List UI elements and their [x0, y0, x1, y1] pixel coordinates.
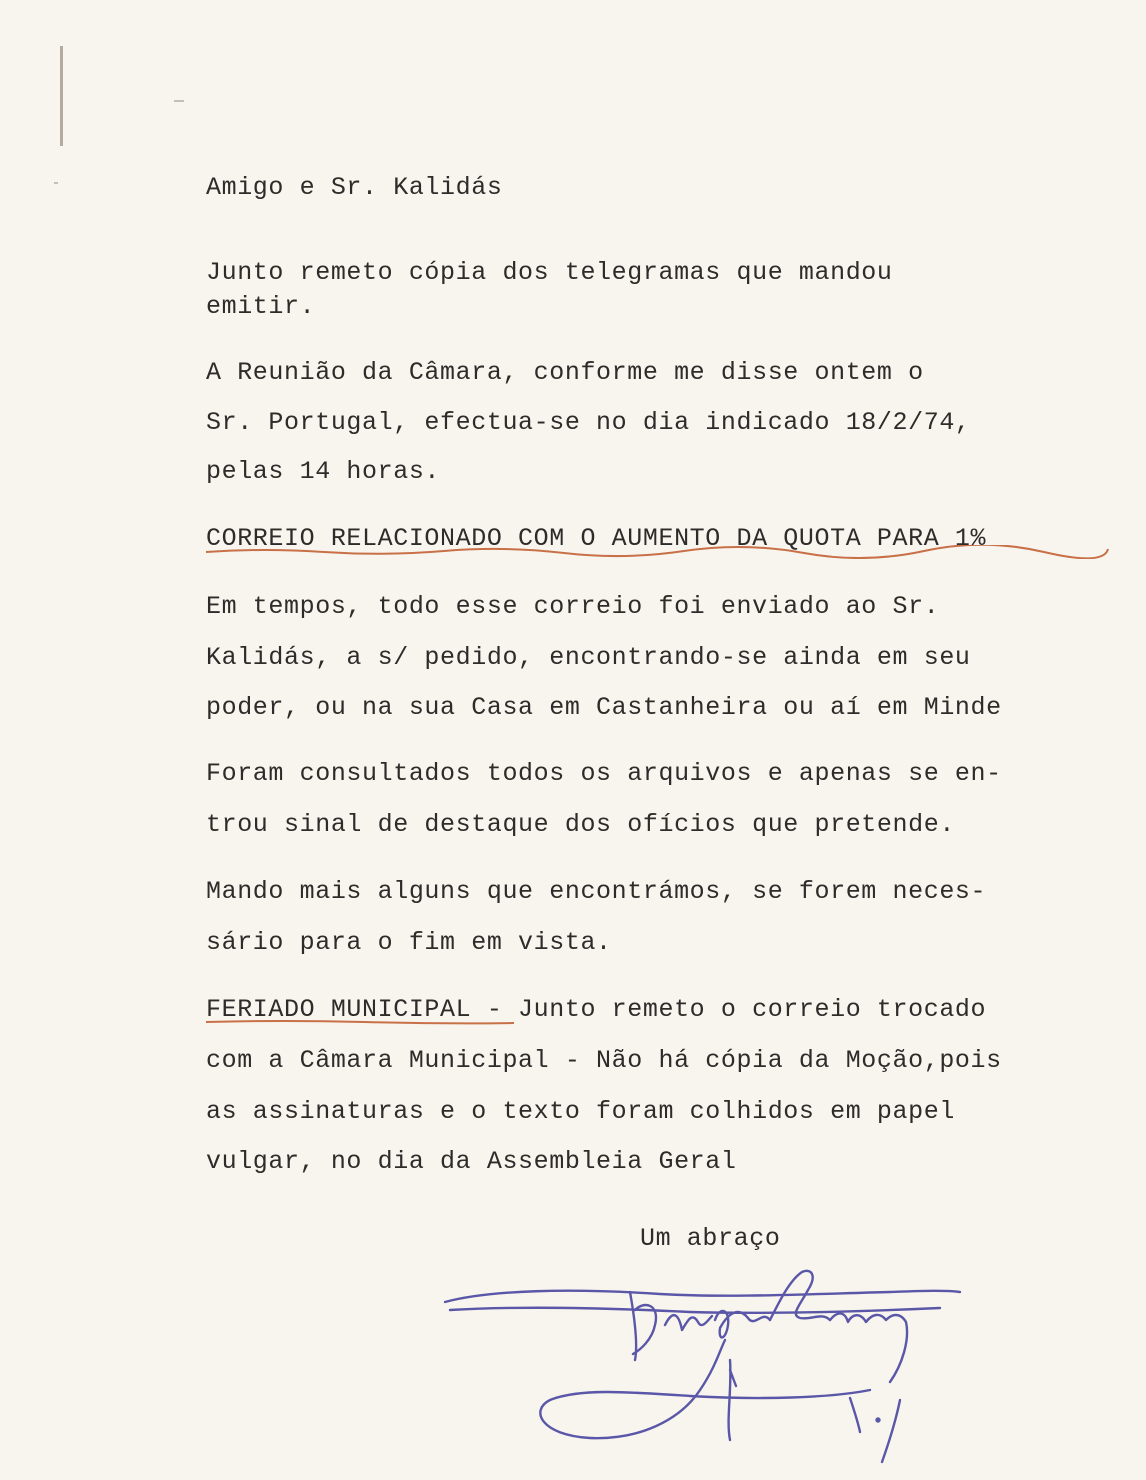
paragraph-2-line-2: Sr. Portugal, efectua-se no dia indicado 18/2/74, [206, 408, 971, 437]
paragraph-5-line-2: sário para o fim em vista. [206, 928, 612, 957]
feriado-line-1-rest: - Junto remeto o correio trocado [471, 995, 987, 1024]
paragraph-1-line-2: emitir. [206, 292, 316, 321]
paragraph-1-line-1: Junto remeto cópia dos telegramas que mandou [206, 258, 893, 287]
paragraph-3-line-1: Em tempos, todo esse correio foi enviado ao Sr. [206, 592, 940, 621]
margin-mark [54, 182, 58, 184]
feriado-line-2: com a Câmara Municipal - Não há cópia da Moção,pois [206, 1046, 1002, 1075]
salutation: Amigo e Sr. Kalidás [206, 173, 503, 202]
heading-underline [204, 545, 1110, 559]
signature [430, 1250, 970, 1470]
margin-mark [60, 46, 63, 146]
feriado-underline [204, 1017, 516, 1027]
margin-mark [174, 100, 184, 102]
paragraph-5-line-1: Mando mais alguns que encontrámos, se forem neces- [206, 877, 987, 906]
feriado-line-3: as assinaturas e o texto foram colhidos em papel [206, 1097, 955, 1126]
paragraph-3-line-3: poder, ou na sua Casa em Castanheira ou aí em Minde [206, 693, 1002, 722]
paragraph-4-line-2: trou sinal de destaque dos ofícios que pretende. [206, 810, 955, 839]
feriado-line-4: vulgar, no dia da Assembleia Geral [206, 1147, 737, 1176]
section-heading-feriado: FERIADO MUNICIPAL [206, 995, 472, 1024]
paragraph-2-line-3: pelas 14 horas. [206, 457, 441, 486]
paragraph-3-line-2: Kalidás, a s/ pedido, encontrando-se ainda em seu [206, 643, 971, 672]
paragraph-2-line-1: A Reunião da Câmara, conforme me disse ontem o [206, 358, 924, 387]
paragraph-4-line-1: Foram consultados todos os arquivos e apenas se en- [206, 759, 1002, 788]
closing: Um abraço [640, 1224, 781, 1253]
section-heading-quota: CORREIO RELACIONADO COM O AUMENTO DA QUOTA PARA 1% [206, 524, 987, 553]
